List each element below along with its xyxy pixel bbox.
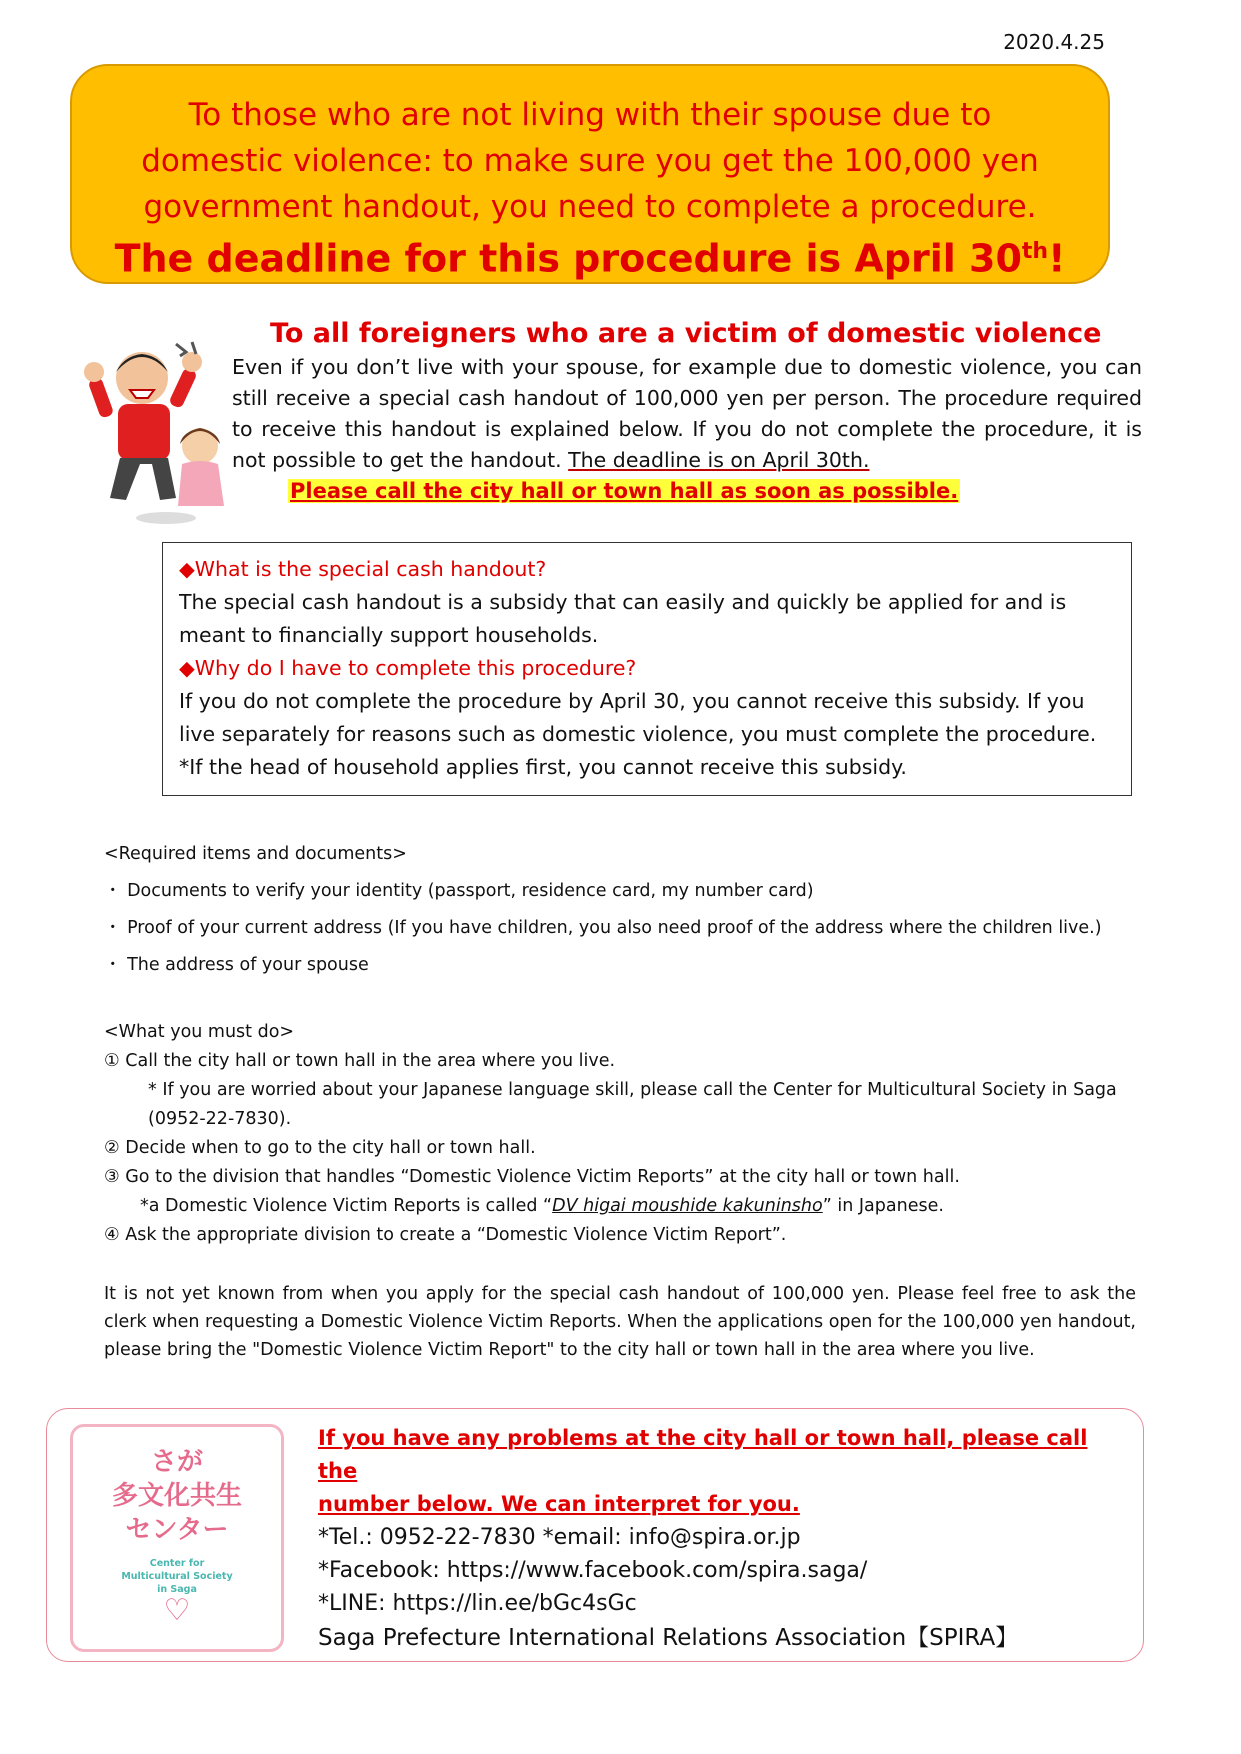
logo-japanese: さが 多文化共生 センター bbox=[111, 1447, 242, 1545]
faq-answer-2-note: *If the head of household applies first, you cannot receive this subsidy. bbox=[179, 755, 907, 779]
contact-phone-email[interactable]: *Tel.: 0952-22-7830 *email: info@spira.or.jp bbox=[318, 1525, 801, 1550]
section-heading: To all foreigners who are a victim of domestic violence bbox=[270, 318, 1102, 349]
step-1: ① Call the city hall or town hall in the area where you live. bbox=[104, 1051, 616, 1071]
contact-facebook-link[interactable]: *Facebook: https://www.facebook.com/spira.saga/ bbox=[318, 1558, 868, 1583]
logo-english: Center for Multicultural Society in Saga bbox=[121, 1558, 233, 1595]
banner-deadline: The deadline for this procedure is April 30th! bbox=[114, 236, 1066, 281]
faq-box bbox=[162, 542, 1132, 796]
heart-icon: ♡ bbox=[163, 1593, 191, 1628]
man-pants bbox=[110, 458, 176, 500]
banner-line-1: To those who are not living with their spouse due to bbox=[188, 97, 992, 133]
faq-answer-2: If you do not complete the procedure by April 30, you cannot receive this subsidy. If you live separately for reasons such as domestic violence, you must complete the procedure. bbox=[179, 689, 1097, 746]
banner-line-2: domestic violence: to make sure you get the 100,000 yen bbox=[141, 143, 1039, 179]
dv-illustration bbox=[80, 338, 240, 528]
required-item: ・ Proof of your current address (If you have children, you also need proof of the address where the children live.) bbox=[104, 918, 1102, 938]
required-heading: <Required items and documents> bbox=[104, 844, 407, 864]
call-now-notice: Please call the city hall or town hall as soon as possible. bbox=[290, 479, 959, 503]
woman-dress bbox=[178, 461, 224, 506]
man-fist-right bbox=[182, 352, 202, 372]
man-arm-right bbox=[168, 367, 198, 409]
step-2: ② Decide when to go to the city hall or town hall. bbox=[104, 1138, 536, 1158]
faq-question-2: ◆Why do I have to complete this procedure? bbox=[179, 656, 637, 680]
organization-name: Saga Prefecture International Relations Association【SPIRA】 bbox=[318, 1625, 1019, 1651]
contact-line-link[interactable]: *LINE: https://lin.ee/bGc4sGc bbox=[318, 1591, 637, 1616]
required-item: ・ Documents to verify your identity (passport, residence card, my number card) bbox=[104, 881, 814, 901]
man-fist-left bbox=[84, 362, 104, 382]
man-shirt bbox=[118, 404, 170, 460]
required-documents bbox=[104, 836, 1144, 984]
center-logo bbox=[70, 1424, 284, 1652]
intro-text: Even if you don’t live with your spouse, for example due to domestic violence, you can still receive a special cash handout of 100,000 yen per person. The procedure required to receive this handout is explained below. If you do not complete the procedure, it is not possible to get the handout. bbox=[232, 355, 1142, 472]
contact-warning-1: If you have any problems at the city hall or town hall, please call the bbox=[318, 1426, 1088, 1483]
step-3-note: *a Domestic Violence Victim Reports is called “DV higai moushide kakuninsho” in Japanese. bbox=[140, 1196, 944, 1216]
contact-info bbox=[318, 1422, 1118, 1656]
faq-answer-1: The special cash handout is a subsidy that can easily and quickly be applied for and is meant to financially support households. bbox=[179, 590, 1067, 647]
step-3: ③ Go to the division that handles “Domestic Violence Victim Reports” at the city hall or town hall. bbox=[104, 1167, 960, 1187]
man-arm-left bbox=[88, 376, 115, 418]
intro-paragraph bbox=[232, 352, 1142, 476]
step-1-note: * If you are worried about your Japanese language skill, please call the Center for Multicultural Society in Saga (0952-22-7830). bbox=[148, 1080, 1117, 1129]
contact-warning-2: number below. We can interpret for you. bbox=[318, 1492, 800, 1516]
intro-deadline: The deadline is on April 30th. bbox=[568, 448, 870, 472]
dust-cloud bbox=[136, 512, 196, 524]
deadline-banner bbox=[70, 64, 1110, 284]
closing-paragraph: It is not yet known from when you apply for the special cash handout of 100,000 yen. Please feel free to ask the clerk when requesting a Domestic Violence Victim Reports. When the applications open for the 100,000 yen handout, please bring the "Domestic Violence Victim Report" to the city hall or town hall in the area where you live. bbox=[104, 1284, 1136, 1360]
steps-heading: <What you must do> bbox=[104, 1022, 295, 1042]
faq-question-1: ◆What is the special cash handout? bbox=[179, 557, 547, 581]
document-date: 2020.4.25 bbox=[1003, 30, 1105, 54]
banner-line-3: government handout, you need to complete a procedure. bbox=[143, 189, 1037, 225]
japanese-term: DV higai moushide kakuninsho bbox=[552, 1196, 823, 1216]
required-item: ・ The address of your spouse bbox=[104, 955, 369, 975]
step-4: ④ Ask the appropriate division to create a “Domestic Violence Victim Report”. bbox=[104, 1225, 787, 1245]
steps-section bbox=[104, 1018, 1144, 1250]
